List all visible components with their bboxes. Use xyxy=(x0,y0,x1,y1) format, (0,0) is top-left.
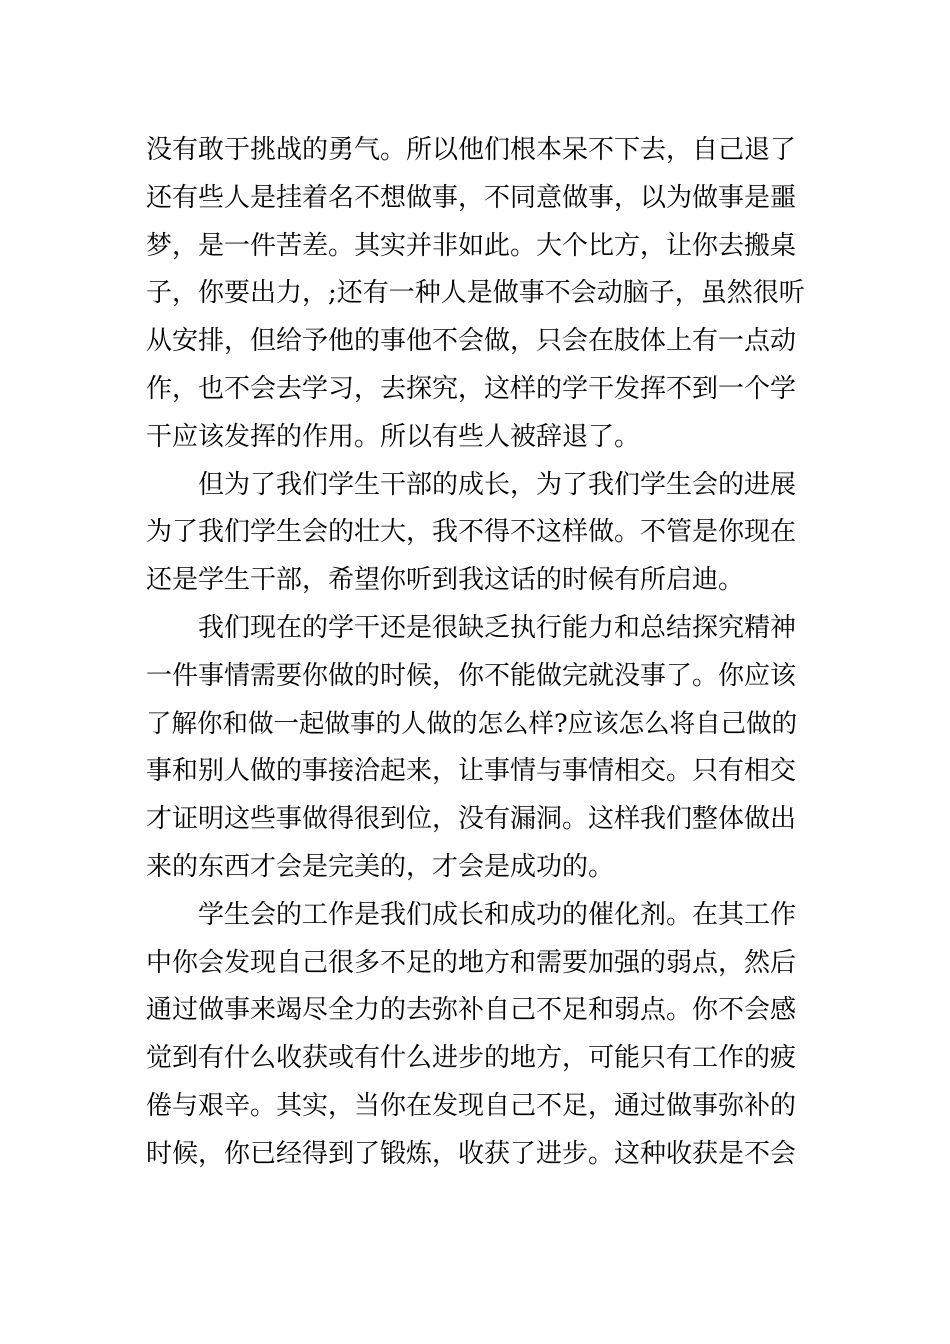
text-line: 事和别人做的事接洽起来，让事情与事情相交。只有相交 xyxy=(146,756,797,787)
text-line: 为了我们学生会的壮大，我不得不这样做。不管是你现在 xyxy=(146,517,797,548)
paragraph-first-line: 但为了我们学生干部的成长，为了我们学生会的进展 xyxy=(198,469,797,500)
text-line: 从安排，但给予他的事他不会做，只会在肢体上有一点动 xyxy=(146,326,797,357)
text-line: 中你会发现自己很多不足的地方和需要加强的弱点，然后 xyxy=(146,947,797,978)
text-line: 了解你和做一起做事的人做的怎么样?应该怎么将自己做的 xyxy=(146,708,798,739)
text-line: 梦，是一件苦差。其实并非如此。大个比方，让你去搬桌 xyxy=(146,230,797,261)
text-line: 子，你要出力，;还有一种人是做事不会动脑子，虽然很听 xyxy=(146,278,805,309)
text-line: 一件事情需要你做的时候，你不能做完就没事了。你应该 xyxy=(146,660,797,691)
text-line: 来的东西才会是完美的，才会是成功的。 xyxy=(146,851,615,882)
body-text xyxy=(146,127,806,1179)
text-line: 作，也不会去学习，去探究，这样的学干发挥不到一个学 xyxy=(146,373,797,404)
text-line: 还是学生干部，希望你听到我这话的时候有所启迪。 xyxy=(146,565,745,596)
text-line: 还有些人是挂着名不想做事，不同意做事，以为做事是噩 xyxy=(146,182,797,213)
text-line: 才证明这些事做得很到位，没有漏洞。这样我们整体做出 xyxy=(146,804,797,835)
text-line: 觉到有什么收获或有什么进步的地方，可能只有工作的疲 xyxy=(146,1043,797,1074)
text-line: 干应该发挥的作用。所以有些人被辞退了。 xyxy=(146,421,641,452)
paragraph-first-line: 我们现在的学干还是很缺乏执行能力和总结探究精神 xyxy=(198,612,797,643)
text-line: 倦与艰辛。其实，当你在发现自己不足，通过做事弥补的 xyxy=(146,1090,797,1121)
text-line: 时候，你已经得到了锻炼，收获了进步。这种收获是不会 xyxy=(146,1138,797,1169)
text-line: 通过做事来竭尽全力的去弥补自己不足和弱点。你不会感 xyxy=(146,995,797,1026)
text-line: 没有敢于挑战的勇气。所以他们根本呆不下去，自己退了 xyxy=(146,135,797,165)
paragraph-first-line: 学生会的工作是我们成长和成功的催化剂。在其工作 xyxy=(198,899,797,930)
